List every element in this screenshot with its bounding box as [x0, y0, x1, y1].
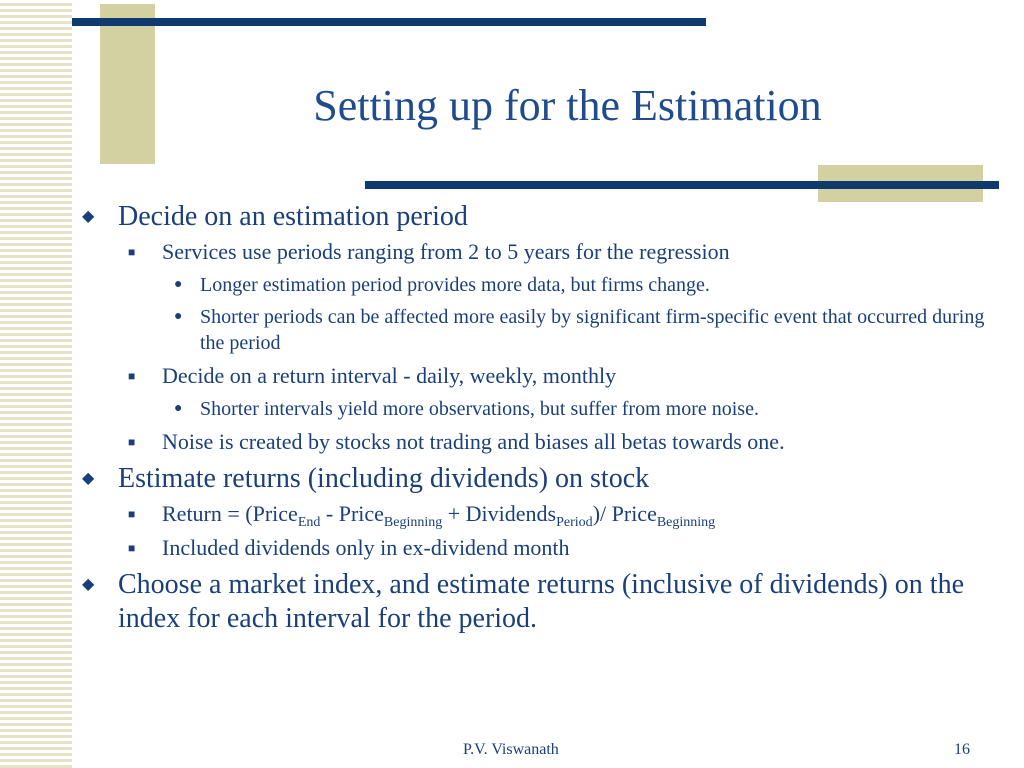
- bullet-level3: [82, 304, 1002, 356]
- bullet-text: Decide on an estimation period: [118, 201, 468, 232]
- bullet-text: Shorter periods can be affected more easily by significant firm-specific event that occurred during the period: [200, 306, 985, 354]
- square-bullet-icon: ■: [128, 369, 136, 383]
- diamond-bullet-icon: ◆: [82, 208, 95, 225]
- square-bullet-icon: ■: [128, 507, 136, 521]
- page-number: 16: [954, 741, 970, 758]
- formula-part: )/ Price: [592, 501, 657, 526]
- formula-part: + Dividends: [442, 501, 557, 526]
- diamond-bullet-icon: ◆: [82, 576, 95, 593]
- dot-bullet-icon: ●: [174, 277, 183, 292]
- bullet-text: Choose a market index, and estimate returns (inclusive of dividends) on the index for each interval for the period.: [118, 569, 965, 634]
- bullet-text: Longer estimation period provides more data, but firms change.: [200, 274, 710, 296]
- square-bullet-icon: ■: [128, 245, 136, 259]
- bullet-level3: [82, 396, 1002, 422]
- formula-subscript: Beginning: [656, 515, 716, 530]
- bullet-text: Decide on a return interval - daily, weekly, monthly: [162, 363, 617, 388]
- footer-author: P.V. Viswanath: [463, 741, 559, 758]
- formula-part: Return = (Price: [162, 501, 298, 526]
- slide-title: Setting up for the Estimation: [313, 81, 822, 130]
- slide-body: [82, 200, 1002, 640]
- bullet-level1: [82, 462, 1002, 496]
- bullet-level2: [82, 428, 1002, 456]
- bullet-text: Estimate returns (including dividends) on stock: [118, 463, 650, 494]
- square-bullet-icon: ■: [128, 541, 136, 555]
- bullet-level2: [82, 362, 1002, 390]
- formula-subscript: Period: [556, 515, 593, 530]
- bullet-text: Services use periods ranging from 2 to 5 years for the regression: [162, 239, 730, 264]
- bullet-level1: [82, 200, 1002, 234]
- formula-part: - Price: [320, 501, 384, 526]
- bullet-level1: [82, 568, 1002, 636]
- striped-side-band: [0, 0, 72, 768]
- bullet-text: Noise is created by stocks not trading and biases all betas towards one.: [162, 429, 785, 454]
- square-bullet-icon: ■: [128, 435, 136, 449]
- dot-bullet-icon: ●: [174, 401, 183, 416]
- title-rule-top: [72, 18, 706, 26]
- bullet-text: Included dividends only in ex-dividend month: [162, 535, 570, 560]
- bullet-level2: [82, 534, 1002, 562]
- bullet-level2: [82, 238, 1002, 266]
- diamond-bullet-icon: ◆: [82, 470, 95, 487]
- formula-text: [162, 501, 716, 530]
- bullet-level2-formula: [82, 500, 1002, 528]
- bullet-level3: [82, 272, 1002, 298]
- decorative-block-top: [100, 4, 155, 164]
- formula-subscript: Beginning: [383, 515, 443, 530]
- bullet-text: Shorter intervals yield more observations, but suffer from more noise.: [200, 398, 759, 420]
- title-rule-bottom: [365, 181, 999, 189]
- formula-subscript: End: [297, 515, 321, 530]
- dot-bullet-icon: ●: [174, 309, 183, 324]
